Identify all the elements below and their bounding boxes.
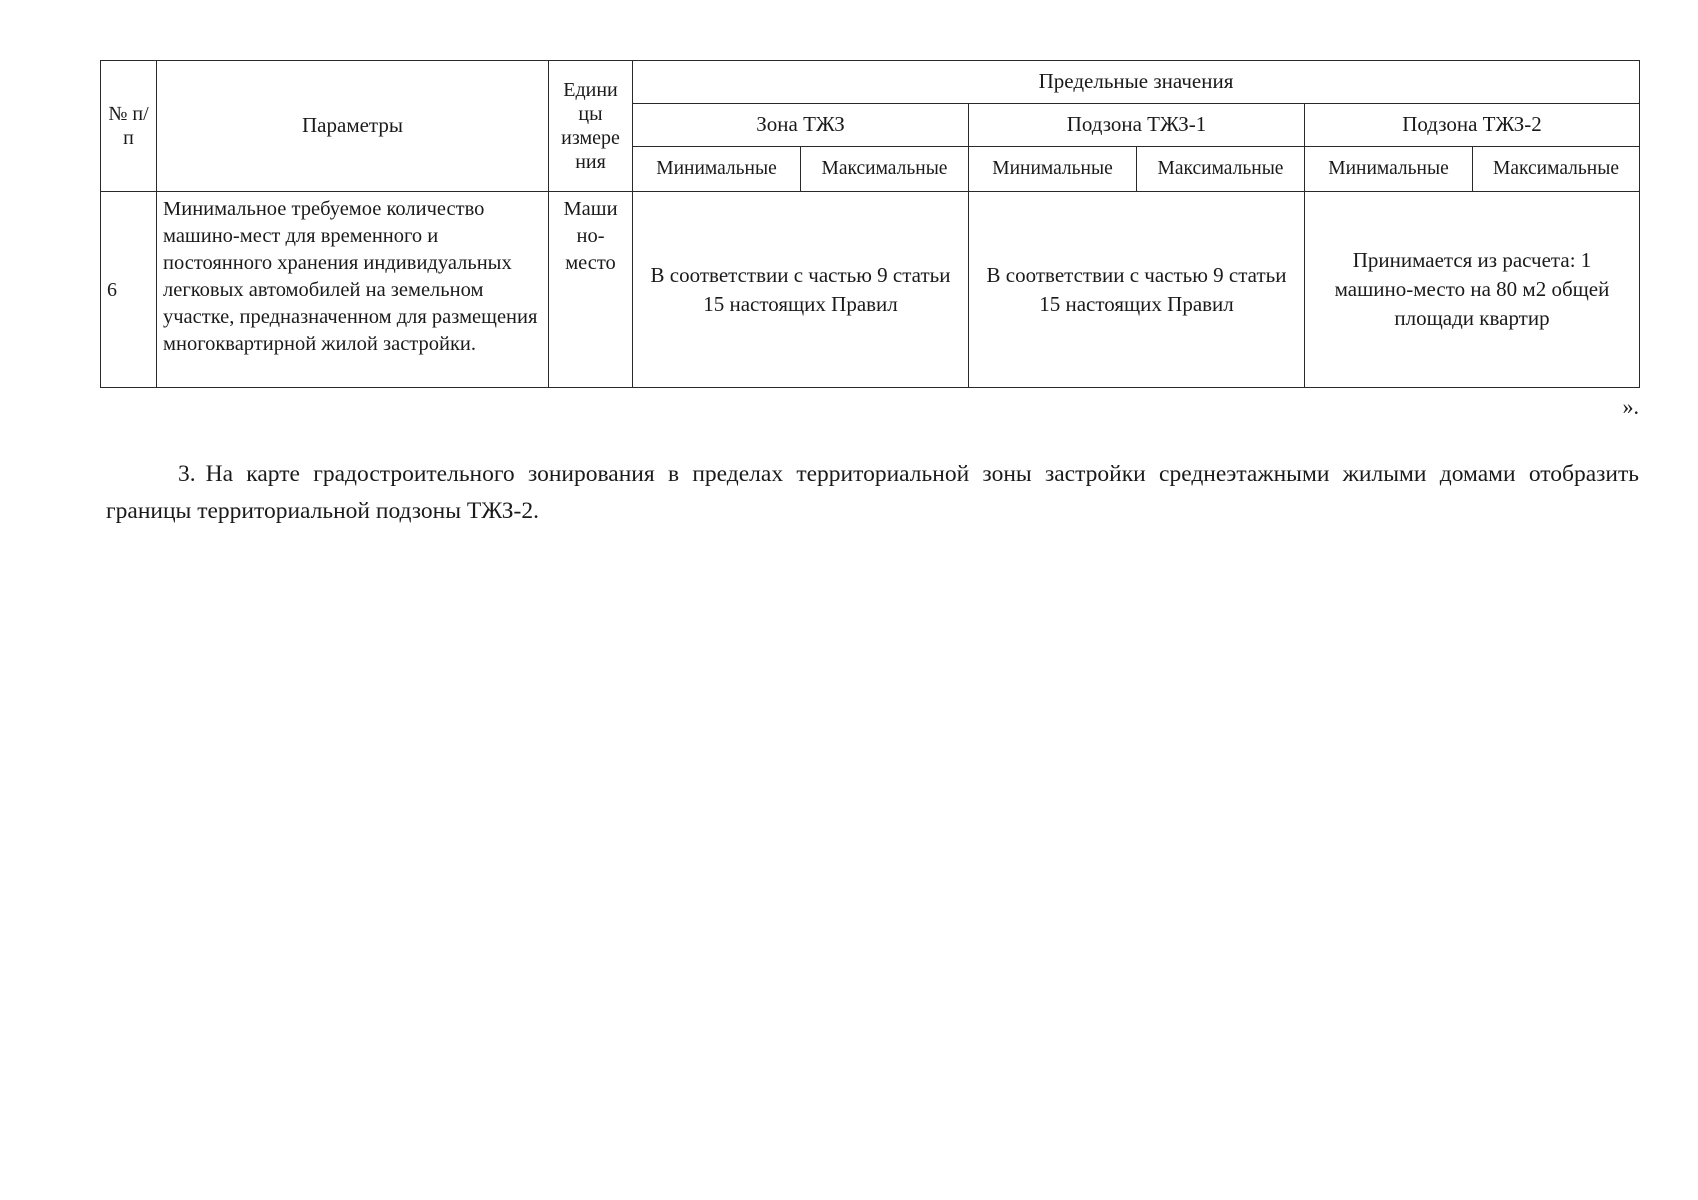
row-value-zone-tzh3: В соответствии с частью 9 статьи 15 настоящих Правил bbox=[633, 192, 969, 388]
row-value-subzone-tzh3-1: В соответствии с частью 9 статьи 15 настоящих Правил bbox=[969, 192, 1305, 388]
header-min-zone-3: Минимальные bbox=[1305, 147, 1473, 192]
row-number: 6 bbox=[101, 192, 157, 388]
header-min-zone-1: Минимальные bbox=[633, 147, 801, 192]
row-value-subzone-tzh3-2: Принимается из расчета: 1 машино-место на 80 м2 общей площади квартир bbox=[1305, 192, 1640, 388]
header-zone-tzh3: Зона ТЖЗ bbox=[633, 104, 969, 147]
header-params: Параметры bbox=[157, 61, 549, 192]
header-num: № п/п bbox=[101, 61, 157, 192]
header-max-zone-1: Максимальные bbox=[801, 147, 969, 192]
header-units: Едини цы измере ния bbox=[549, 61, 633, 192]
paragraph-number: 3. bbox=[178, 460, 196, 487]
paragraph-3 bbox=[106, 456, 1639, 530]
closing-quote: ». bbox=[1622, 394, 1639, 419]
header-max-zone-2: Максимальные bbox=[1137, 147, 1305, 192]
header-min-zone-2: Минимальные bbox=[969, 147, 1137, 192]
header-row-1 bbox=[101, 61, 1640, 104]
header-max-zone-3: Максимальные bbox=[1473, 147, 1640, 192]
header-subzone-tzh3-2: Подзона ТЖЗ-2 bbox=[1305, 104, 1640, 147]
limits-table bbox=[100, 60, 1640, 388]
row-parameter: Минимальное требуемое количество машино-мест для временного и постоянного хранения индивидуальных легковых автомобилей на земельном участке, предназначенном для размещения многоквартирной жилой застройки. bbox=[157, 192, 549, 388]
table-row bbox=[101, 192, 1640, 388]
header-limits-group: Предельные значения bbox=[633, 61, 1640, 104]
row-unit: Маши но-место bbox=[549, 192, 633, 388]
header-subzone-tzh3-1: Подзона ТЖЗ-1 bbox=[969, 104, 1305, 147]
paragraph-text: На карте градостроительного зонирования в пределах территориальной зоны застройки среднеэтажными жилыми домами отобразить границы территориальной подзоны ТЖЗ-2. bbox=[106, 460, 1639, 524]
